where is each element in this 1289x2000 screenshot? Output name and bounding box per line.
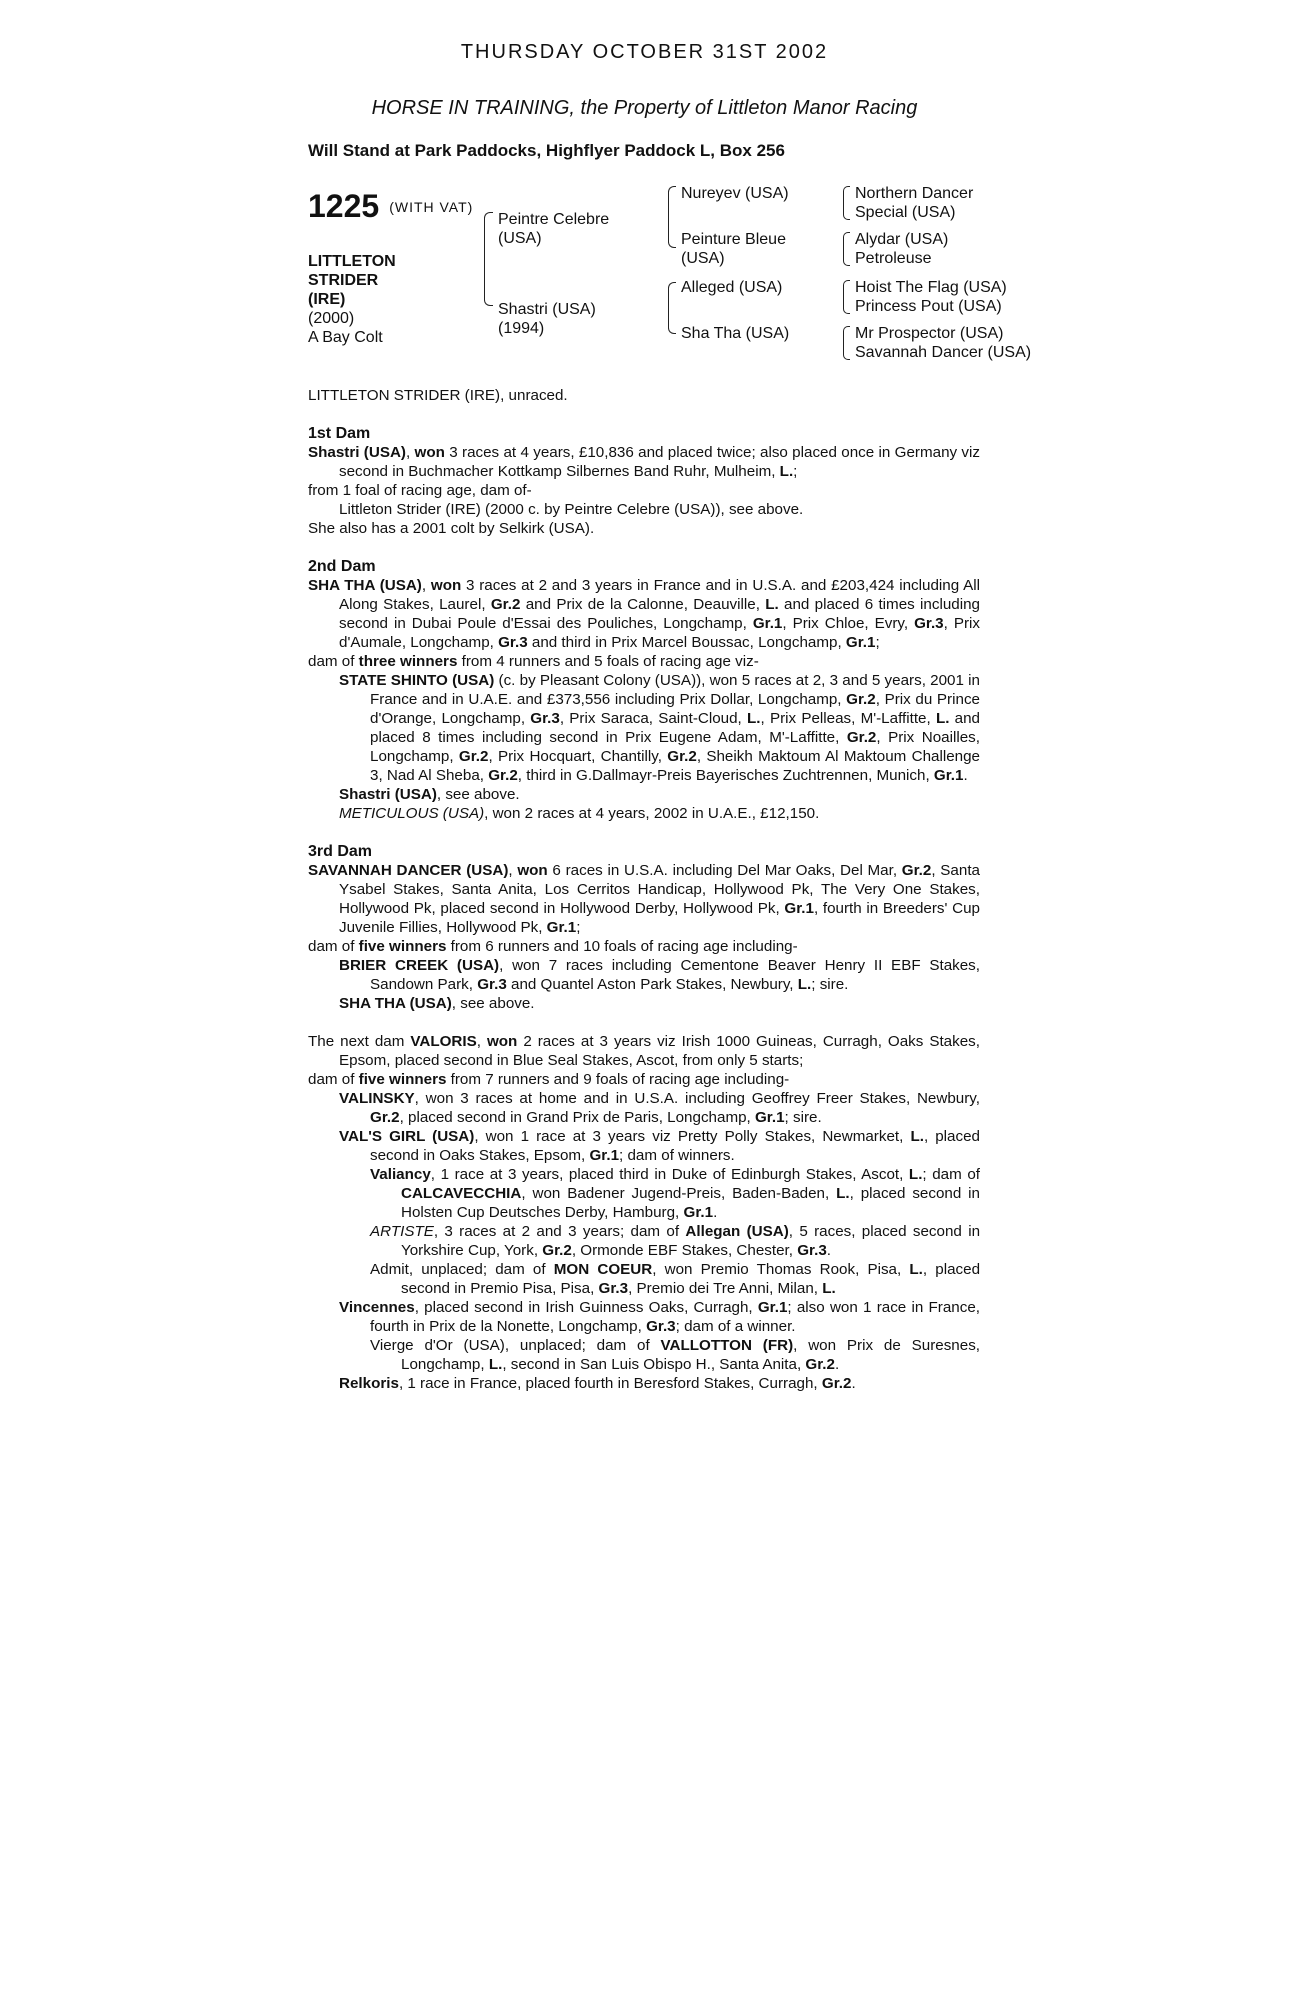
produce-meticulous: METICULOUS (USA), won 2 races at 4 years, 2002 in U.A.E., £12,150. xyxy=(339,805,820,822)
dam-dam: Sha Tha (USA) xyxy=(681,325,790,342)
ss-sire: Northern Dancer xyxy=(855,185,974,202)
produce-vals-girl: VAL'S GIRL (USA), won 1 race at 3 years viz Pretty Polly Stakes, Newmarket, L., placed second in Oaks Stakes, Epsom, Gr.1; dam of winners. xyxy=(339,1128,980,1164)
first-dam-heading: 1st Dam xyxy=(308,425,371,442)
second-dam-entry: SHA THA (USA), won 3 races at 2 and 3 years in France and in U.S.A. and £203,424 including All Along Stakes, Laurel, Gr.2 and Prix de la Calonne, Deauville, L. and placed 6 times including second in Dubai Poule d'Essai des Pouliches, Longchamp, Gr.1, Prix Chloe, Evry, Gr.3, Prix d'Aumale, Longchamp, Gr.3 and third in Prix Marcel Boussac, Longchamp, Gr.1; xyxy=(308,577,981,651)
brace-ds xyxy=(843,280,850,314)
brace-sire-parents xyxy=(668,186,676,248)
second-dam-produce: dam of three winners from 4 runners and 5 foals of racing age viz- xyxy=(308,653,759,670)
horse-name-line1: LITTLETON xyxy=(308,253,396,270)
produce-state-shinto: STATE SHINTO (USA) (c. by Pleasant Colony (USA)), won 5 races at 2, 3 and 5 years, 2001 in France and in U.A.E. and £373,556 including Prix Dollar, Longchamp, Gr.2, Prix du Prince d'Orange, Longchamp, Gr.3, Prix Saraca, Saint-Cloud, L., Prix Pelleas, M'-Laffitte, L. and placed 8 times including second in Prix Eugene Adam, M'-Laffitte, Gr.2, Prix Noailles, Longchamp, Gr.2, Prix Hocquart, Chantilly, Gr.2, Sheikh Maktoum Al Maktoum Challenge 3, Nad Al Sheba, Gr.2, third in G.Dallmayr-Preis Bayerisches Zuchtrennen, Munich, Gr.1. xyxy=(339,672,981,784)
produce-valinsky: VALINSKY, won 3 races at home and in U.S.A. including Geoffrey Freer Stakes, Newbury, Gr.2, placed second in Grand Prix de Paris, Longchamp, Gr.1; sire. xyxy=(339,1090,980,1126)
first-dam-entry: Shastri (USA), won 3 races at 4 years, £10,836 and placed twice; also placed once in Germany viz second in Buchmacher Kottkamp Silbernes Band Ruhr, Mulheim, L.; xyxy=(308,444,980,480)
ss-dam: Special (USA) xyxy=(855,204,956,221)
next-dam-entry: The next dam VALORIS, won 2 races at 3 years viz Irish 1000 Guineas, Curragh, Oaks Stakes, Epsom, placed second in Blue Seal Stakes, Ascot, from only 5 starts; xyxy=(308,1033,980,1069)
horse-identity xyxy=(308,252,396,347)
horse-description: A Bay Colt xyxy=(308,329,383,346)
produce-brier-creek: BRIER CREEK (USA), won 7 races including Cementone Beaver Henry II EBF Stakes, Sandown Park, Gr.3 and Quantel Aston Park Stakes, Newbury, L.; sire. xyxy=(339,957,980,993)
stable-location: Will Stand at Park Paddocks, Highflyer Paddock L, Box 256 xyxy=(308,141,785,160)
horse-name-line2: STRIDER xyxy=(308,272,379,289)
produce-vierge-dor: Vierge d'Or (USA), unplaced; dam of VALLOTTON (FR), won Prix de Suresnes, Longchamp, L., second in San Luis Obispo H., Santa Anita, Gr.2. xyxy=(370,1337,981,1373)
race-summary: LITTLETON STRIDER (IRE), unraced. xyxy=(308,387,568,404)
brace-ss xyxy=(843,186,850,220)
brace-parents xyxy=(484,212,493,306)
sire-line1: Peintre Celebre xyxy=(498,211,610,228)
brace-dd xyxy=(843,326,850,360)
sire-sire: Nureyev (USA) xyxy=(681,185,789,202)
ds-sire: Hoist The Flag (USA) xyxy=(855,279,1007,296)
dam xyxy=(498,300,596,338)
sire xyxy=(498,210,609,248)
brace-sd xyxy=(843,232,850,266)
produce-record xyxy=(308,386,980,1393)
brace-dam-parents xyxy=(668,282,676,334)
dd-dam: Savannah Dancer (USA) xyxy=(855,344,1032,361)
sale-date: THURSDAY OCTOBER 31ST 2002 xyxy=(460,41,829,63)
sire-dam xyxy=(681,230,786,268)
foaling-year: (2000) xyxy=(308,310,355,327)
sd-dam: Petroleuse xyxy=(855,250,932,267)
lot-header xyxy=(308,188,473,225)
produce-vincennes: Vincennes, placed second in Irish Guinness Oaks, Curragh, Gr.1; also won 1 race in France, fourth in Prix de la Nonette, Longchamp, Gr.3; dam of a winner. xyxy=(339,1299,980,1335)
sire-dam-line2: (USA) xyxy=(681,250,725,267)
sd-sire: Alydar (USA) xyxy=(855,231,949,248)
third-dam-heading: 3rd Dam xyxy=(308,843,373,860)
third-dam-produce: dam of five winners from 6 runners and 10 foals of racing age including- xyxy=(308,938,798,955)
horse-name-line3: (IRE) xyxy=(308,291,346,308)
produce-relkoris: Relkoris, 1 race in France, placed fourth in Beresford Stakes, Curragh, Gr.2. xyxy=(339,1375,856,1392)
ds-dam: Princess Pout (USA) xyxy=(855,298,1002,315)
produce-artiste: ARTISTE, 3 races at 2 and 3 years; dam of Allegan (USA), 5 races, placed second in Yorkshire Cup, York, Gr.2, Ormonde EBF Stakes, Chester, Gr.3. xyxy=(370,1223,981,1259)
produce-littleton-strider: Littleton Strider (IRE) (2000 c. by Peintre Celebre (USA)), see above. xyxy=(339,501,804,518)
next-dam-produce: dam of five winners from 7 runners and 9 foals of racing age including- xyxy=(308,1071,790,1088)
dam-line1: Shastri (USA) xyxy=(498,301,596,318)
produce-sha-tha: SHA THA (USA), see above. xyxy=(339,995,535,1012)
lot-number: 1225 xyxy=(308,188,380,224)
produce-shastri: Shastri (USA), see above. xyxy=(339,786,520,803)
first-dam-produce: from 1 foal of racing age, dam of- xyxy=(308,482,532,499)
lot-subtitle: HORSE IN TRAINING, the Property of Littleton Manor Racing xyxy=(371,97,918,119)
produce-valiancy: Valiancy, 1 race at 3 years, placed third in Duke of Edinburgh Stakes, Ascot, L.; dam of CALCAVECCHIA, won Badener Jugend-Preis, Baden-Baden, L., placed second in Holsten Cup Deutsches Derby, Hamburg, Gr.1. xyxy=(370,1166,980,1221)
dd-sire: Mr Prospector (USA) xyxy=(855,325,1004,342)
sire-line2: (USA) xyxy=(498,230,542,247)
second-dam-heading: 2nd Dam xyxy=(308,558,376,575)
third-dam-entry: SAVANNAH DANCER (USA), won 6 races in U.S.A. including Del Mar Oaks, Del Mar, Gr.2, Santa Ysabel Stakes, Santa Anita, Los Cerritos Handicap, Hollywood Pk, The Very One Stakes, Hollywood Pk, placed second in Hollywood Derby, Hollywood Pk, Gr.1, fourth in Breeders' Cup Juvenile Fillies, Hollywood Pk, Gr.1; xyxy=(308,862,980,936)
sire-dam-line1: Peinture Bleue xyxy=(681,231,786,248)
produce-2001-colt: She also has a 2001 colt by Selkirk (USA). xyxy=(308,520,595,537)
produce-admit: Admit, unplaced; dam of MON COEUR, won Premio Thomas Rook, Pisa, L., placed second in Premio Pisa, Pisa, Gr.3, Premio dei Tre Anni, Milan, L. xyxy=(370,1261,981,1297)
dam-sire: Alleged (USA) xyxy=(681,279,783,296)
pedigree-chart xyxy=(308,182,1068,372)
vat-note: (WITH VAT) xyxy=(389,198,474,215)
dam-line2: (1994) xyxy=(498,320,545,337)
